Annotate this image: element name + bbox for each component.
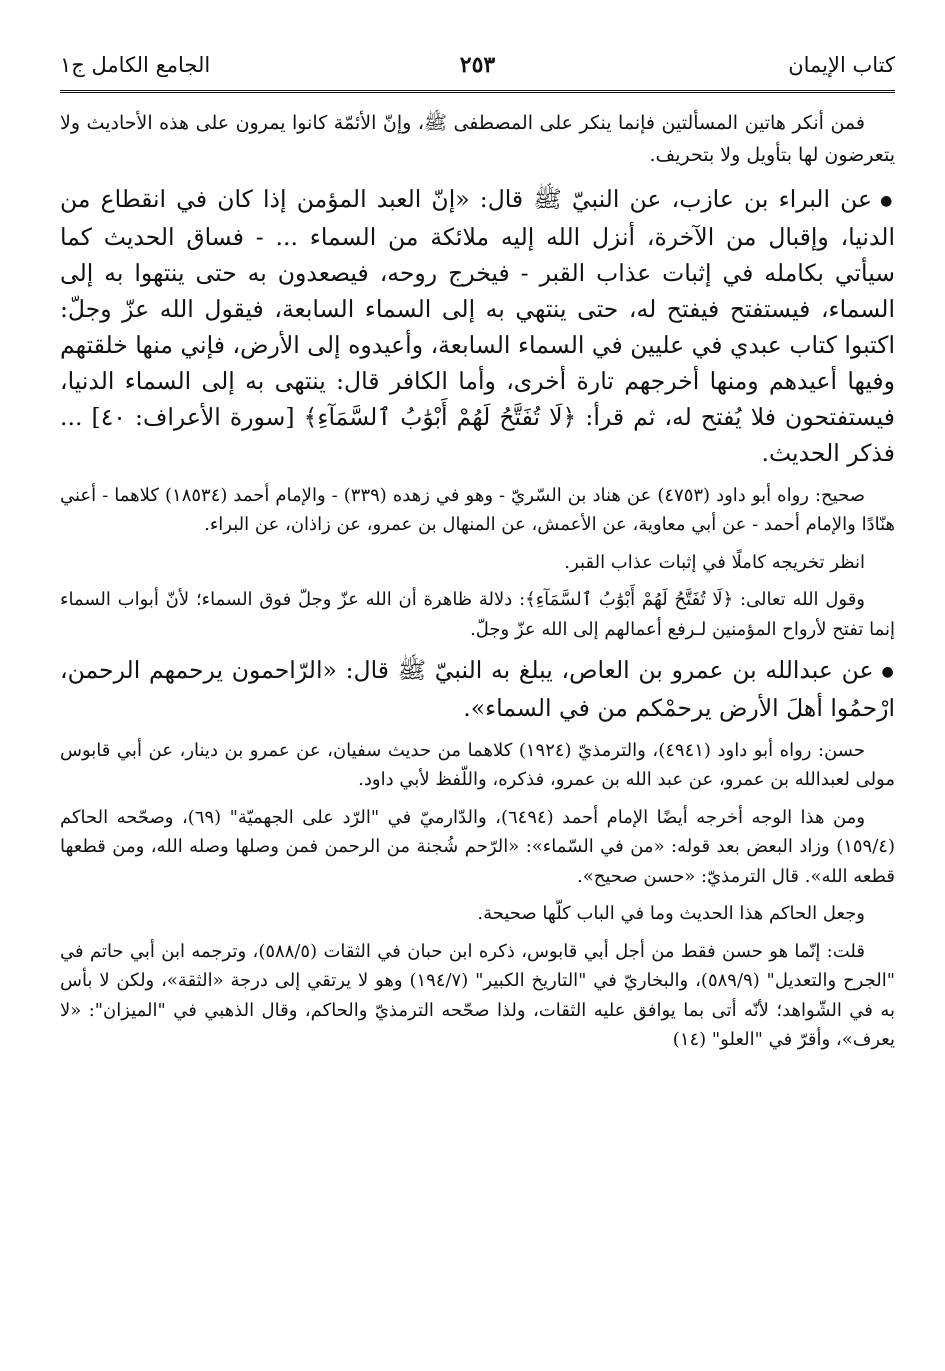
page-body [60,107,895,1055]
note-paragraph-1: وجعل الحاكم هذا الحديث وما في الباب كلّها صحيحة. [477,903,865,924]
note-paragraph-2: قلت: إنّما هو حسن فقط من أجل أبي قابوس، ذكره ابن حبان في الثقات (٥٨٨/٥)، وترجمه ابن أبي حاتم في "الجرح والتعديل" (٥٨٩/٩)، والبخاريّ في "التاريخ الكبير" (١٩٤/٧) وهو لا يرتقي إلى درجة «الثقة»، ولكن لا بأس به في الشّواهد؛ لأنّه أتى بما يوافق عليه الثقات، ولذا صحّحه الترمذيّ والحاكم، وقال الذهبي في "الميزان": «لا يعرف»، وأقرّ في "العلو" (١٤) [60,940,895,1050]
commentary-paragraph-1: وقول الله تعالى: ﴿لَا تُفَتَّحُ لَهُمْ أَبْوَٰبُ ٱلسَّمَآءِ﴾: دلالة ظاهرة أن الله عزّ وجلّ فوق السماء؛ لأنّ أبواب السماء إنما تفتح لأرواح المؤمنين لـرفع أعمالهم إلى الله عزّ وجلّ. [60,589,895,640]
hadith-text-2: عن عبدالله بن عمرو بن العاص، يبلغ به النبيّ ﷺ قال: «الرّاحمون يرحمهم الرحمن، ارْحمُوا أهلَ الأرض يرحمْكم من في السماء». [60,656,895,722]
reference-paragraph-1: انظر تخريجه كاملًا في إثبات عذاب القبر. [564,551,865,573]
takhrij-paragraph-1: صحيح: رواه أبو داود (٤٧٥٣) عن هناد بن السّريّ - وهو في زهده (٣٣٩) - والإمام أحمد (١٨٥٣٤) كلاهما - أعني هنّادًا والإمام أحمد - عن أبي معاوية، عن الأعمش، عن المنهال بن عمرو، عن زاذان، عن البراء. [60,484,895,535]
document-page [60,40,895,1063]
page-header [60,40,895,93]
bullet-icon: ● [880,192,896,209]
takhrij-paragraph-2: حسن: رواه أبو داود (٤٩٤١)، والترمذيّ (١٩٢٤) كلاهما من حديث سفيان، عن عمرو بن دينار، عن أبي قابوس مولى لعبدالله بن عمرو، عن عبد الله بن عمرو، فذكره، واللّفظ لأبي داود. [60,739,895,790]
intro-paragraph: فمن أنكر هاتين المسألتين فإنما ينكر على المصطفى ﷺ، وإنّ الأئمّة كانوا يمرون على هذه الأحاديث ولا يتعرضون لها بتأويل ولا بتحريف. [60,112,895,166]
hadith-text-1: عن البراء بن عازب، عن النبيّ ﷺ قال: «إنّ العبد المؤمن إذا كان في انقطاع من الدنيا، وإقبال من الآخرة، أنزل الله إليه ملائكة من السماء ... - فساق الحديث كما سيأتي بكامله في إثبات عذاب القبر - فيخرج روحه، فيصعدون به حتى ينتهوا به إلى السماء، فيستفتح فيفتح له، حتى ينتهي به إلى السماء السابعة، فيقول الله عزّ وجلّ: اكتبوا كتاب عبدي في عليين في السماء السابعة، وأعيدوه إلى الأرض، فإني منها خلقتهم وفيها أعيدهم ومنها أخرجهم تارة أخرى، وأما الكافر قال: ينتهى به إلى السماء الدنيا، فيستفتحون فلا يُفتح له، ثم قرأ: ﴿لَا تُفَتَّحُ لَهُمْ أَبْوَٰبُ ٱلسَّمَآءِ﴾ [سورة الأعراف: ٤٠] ... فذكر الحديث. [60,185,895,467]
book-title: كتاب الإيمان [788,52,895,77]
hadith-paragraph-1 [60,181,895,471]
page-number: ٢٥٣ [459,52,496,78]
takhrij-paragraph-3: ومن هذا الوجه أخرجه أيضًا الإمام أحمد (٦٤٩٤)، والدّارميّ في "الرّد على الجهميّة" (٦٩)، وصحّحه الحاكم (١٥٩/٤) وزاد البعض بعد قوله: «من في السّماء»: «الرّحم شُجنة من الرحمن فمن وصلها وصله الله، ومن قطعها قطعه الله». قال الترمذيّ: «حسن صحيح». [60,806,895,887]
bullet-icon: ● [881,663,896,680]
hadith-paragraph-2 [60,652,895,726]
series-title: الجامع الكامل ج١ [60,52,211,77]
